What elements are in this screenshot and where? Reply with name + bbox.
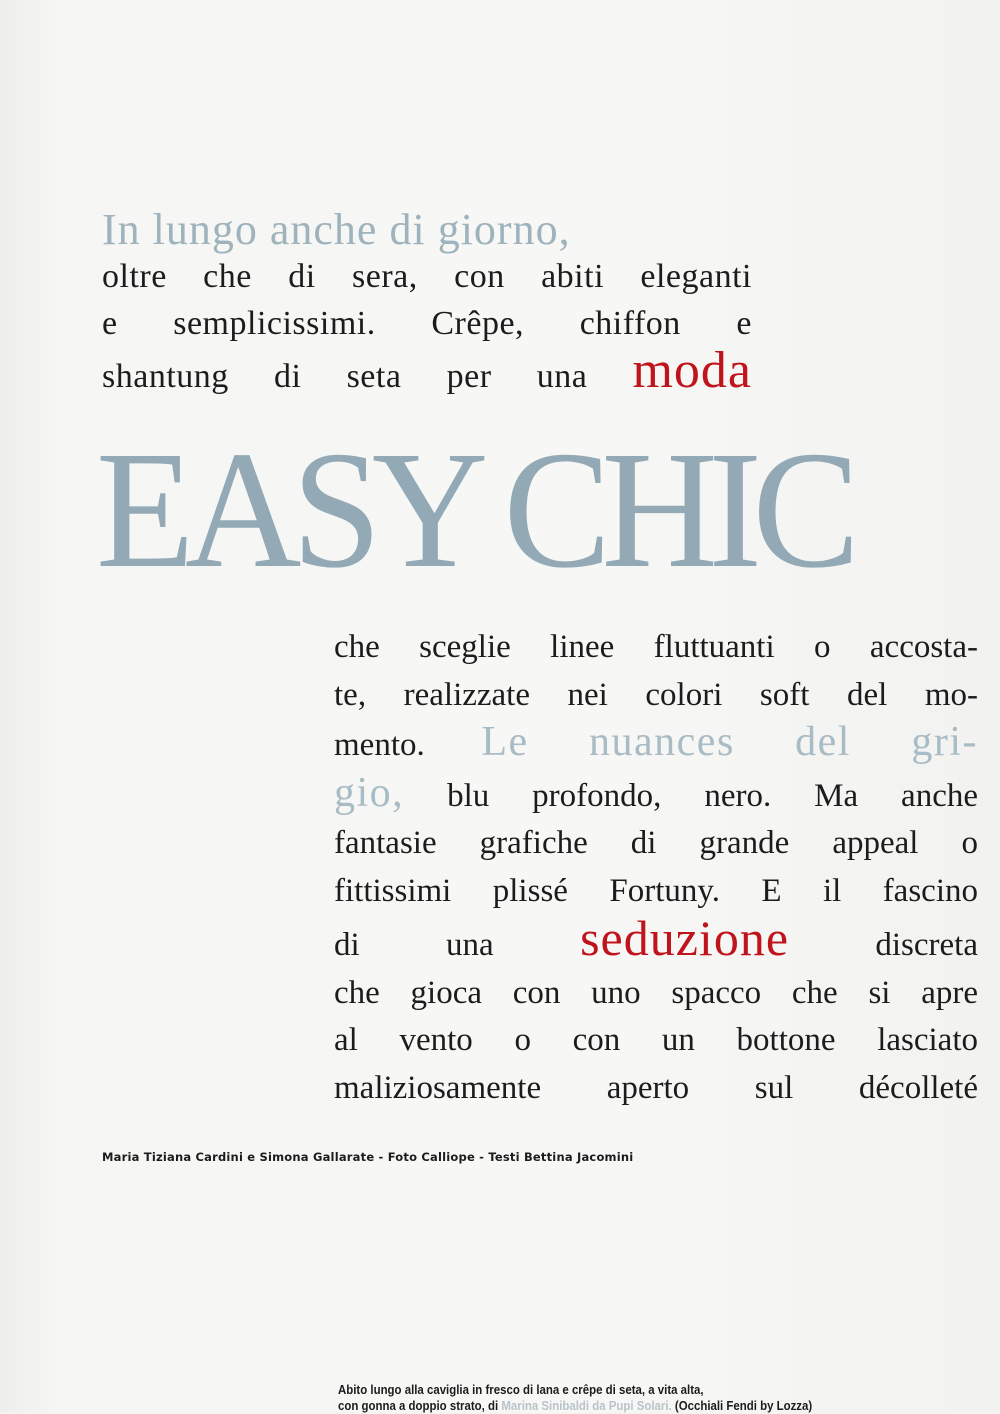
headline-title: EASY CHIC — [96, 417, 851, 603]
caption-text: con gonna a doppio strato, di — [338, 1398, 499, 1413]
intro-line — [102, 342, 753, 400]
caption-line: Abito lungo alla caviglia in fresco di lana e crêpe di seta, a vita alta, — [338, 1382, 704, 1397]
body-line: fittissimi plissé Fortuny. E il fascino — [334, 872, 978, 909]
body-line-text: mento. — [334, 727, 425, 763]
body-line: fantasie grafiche di grande appeal o — [334, 825, 978, 861]
body-line: che gioca con uno spacco che si apre — [334, 974, 978, 1011]
body-line — [334, 719, 978, 770]
body-line: te, realizzate nei colori soft del mo- — [334, 676, 978, 713]
highlight-phrase-grigio: gio, — [334, 769, 405, 816]
body-line-text: di una — [334, 927, 494, 963]
highlight-word-seduzione: seduzione — [580, 910, 790, 966]
highlight-word-moda: moda — [632, 342, 753, 399]
body-paragraph — [334, 624, 978, 1112]
intro-line: oltre che di sera, con abiti eleganti — [102, 258, 752, 295]
body-line-text: blu profondo, nero. Ma anche — [447, 777, 978, 814]
highlight-phrase-nuances: Le nuances del gri- — [481, 719, 978, 765]
credits-line: Maria Tiziana Cardini e Simona Gallarate - Foto Calliope - Testi Bettina Jacomini — [102, 1150, 634, 1164]
body-line: che sceglie linee fluttuanti o accosta- — [334, 629, 978, 665]
photo-caption — [338, 1382, 831, 1414]
intro-line: e semplicissimi. Crêpe, chiffon e — [102, 305, 752, 342]
intro-line-text: shantung di seta per una — [102, 358, 588, 395]
body-line: al vento o con un bottone lasciato — [334, 1022, 978, 1058]
body-line — [334, 910, 978, 970]
body-line: maliziosamente aperto sul décolleté — [334, 1069, 978, 1106]
intro-lead: In lungo anche di giorno, — [102, 205, 571, 254]
body-line — [334, 770, 978, 821]
intro-paragraph — [102, 206, 752, 400]
caption-designer: Marina Sinibaldi da Pupi Solari. — [501, 1398, 672, 1413]
caption-text: (Occhiali Fendi by Lozza) — [674, 1398, 813, 1413]
body-line-text: discreta — [875, 927, 978, 963]
